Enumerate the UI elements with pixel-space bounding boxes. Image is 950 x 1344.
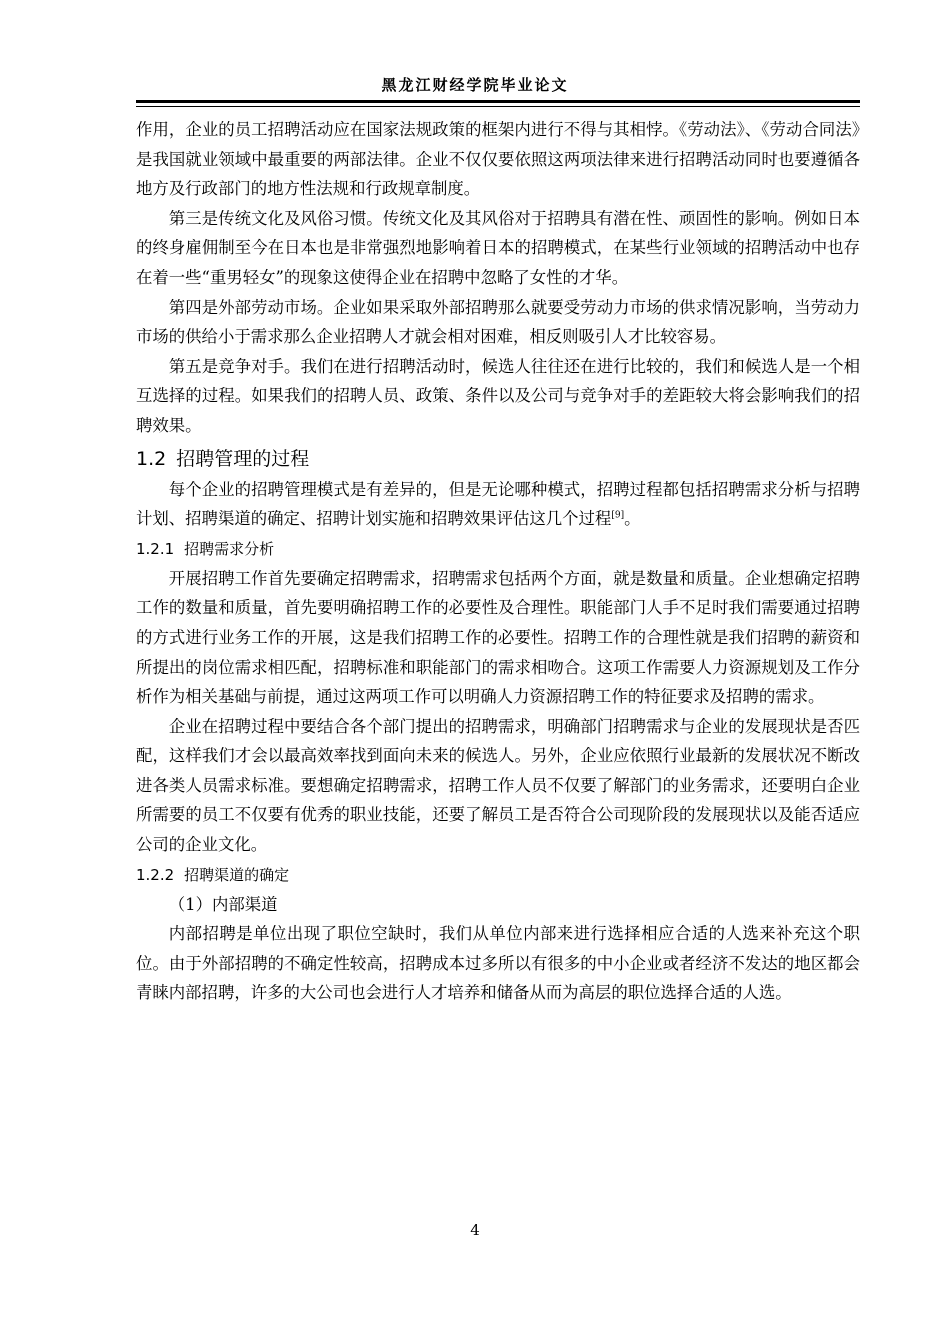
section-heading-1-2 <box>136 443 860 475</box>
paragraph: 开展招聘工作首先要确定招聘需求，招聘需求包括两个方面，就是数量和质量。企业想确定招聘工作的数量和质量，首先要明确招聘工作的必要性及合理性。职能部门人手不足时我们需要通过招聘的方式进行业务工作的开展，这是我们招聘工作的必要性。招聘工作的合理性就是我们招聘的薪资和所提出的岗位需求相匹配，招聘标准和职能部门的需求相吻合。这项工作需要人力资源规划及工作分析作为相关基础与前提，通过这两项工作可以明确人力资源招聘工作的特征要求及招聘的需求。 <box>136 568 860 707</box>
subsection-number: 1.2.2 <box>136 865 175 884</box>
paragraph: 内部招聘是单位出现了职位空缺时，我们从单位内部来进行选择相应合适的人选来补充这个职位。由于外部招聘的不确定性较高，招聘成本过多所以有很多的中小企业或者经济不发达的地区都会青睐内部招聘，许多的大公司也会进行人才培养和储备从而为高层的职位选择合适的人选。 <box>136 924 860 1003</box>
paragraph <box>136 475 860 534</box>
header-rule-thin <box>136 106 860 107</box>
body-text <box>136 115 860 1008</box>
paragraph: 第四是外部劳动市场。企业如果采取外部招聘那么就要受劳动力市场的供求情况影响，当劳动力市场的供给小于需求那么企业招聘人才就会相对困难，相反则吸引人才比较容易。 <box>136 297 860 347</box>
paragraph-text: 每个企业的招聘管理模式是有差异的，但是无论哪种模式，招聘过程都包括招聘需求分析与招聘计划、招聘渠道的确定、招聘计划实施和招聘效果评估这几个过程 <box>136 479 860 529</box>
list-item-label: （1）内部渠道 <box>168 894 278 914</box>
subsection-title: 招聘渠道的确定 <box>184 865 290 884</box>
citation-ref: [9] <box>611 510 625 521</box>
subsection-heading-1-2-1 <box>136 534 860 564</box>
page-number: 4 <box>470 1221 480 1239</box>
section-title: 招聘管理的过程 <box>176 447 310 470</box>
paragraph: 第三是传统文化及风俗习惯。传统文化及其风俗对于招聘具有潜在性、顽固性的影响。例如日本的终身雇佣制至今在日本也是非常强烈地影响着日本的招聘模式，在某些行业领域的招聘活动中也存在着一些“重男轻女”的现象这使得企业在招聘中忽略了女性的才华。 <box>136 208 860 287</box>
subsection-number: 1.2.1 <box>136 539 175 558</box>
paragraph: 第五是竞争对手。我们在进行招聘活动时，候选人往往还在进行比较的，我们和候选人是一个相互选择的过程。如果我们的招聘人员、政策、条件以及公司与竞争对手的差距较大将会影响我们的招聘效果。 <box>136 356 860 435</box>
paragraph: 企业在招聘过程中要结合各个部门提出的招聘需求，明确部门招聘需求与企业的发展现状是否匹配，这样我们才会以最高效率找到面向未来的候选人。另外，企业应依照行业最新的发展状况不断改进各类人员需求标准。要想确定招聘需求，招聘工作人员不仅要了解部门的业务需求，还要明白企业所需要的员工不仅要有优秀的职业技能，还要了解员工是否符合公司现阶段的发展现状以及能否适应公司的企业文化。 <box>136 716 860 855</box>
header-rule-thick <box>136 100 860 103</box>
subsection-title: 招聘需求分析 <box>184 539 275 558</box>
paragraph-end: 。 <box>624 509 641 529</box>
subsection-heading-1-2-2 <box>136 860 860 890</box>
running-header-title: 黑龙江财经学院毕业论文 <box>381 76 569 94</box>
section-number: 1.2 <box>136 447 167 470</box>
paragraph: 作用，企业的员工招聘活动应在国家法规政策的框架内进行不得与其相悖。《劳动法》、《劳动合同法》是我国就业领域中最重要的两部法律。企业不仅仅要依照这两项法律来进行招聘活动同时也要遵循各地方及行政部门的地方性法规和行政规章制度。 <box>136 120 860 199</box>
